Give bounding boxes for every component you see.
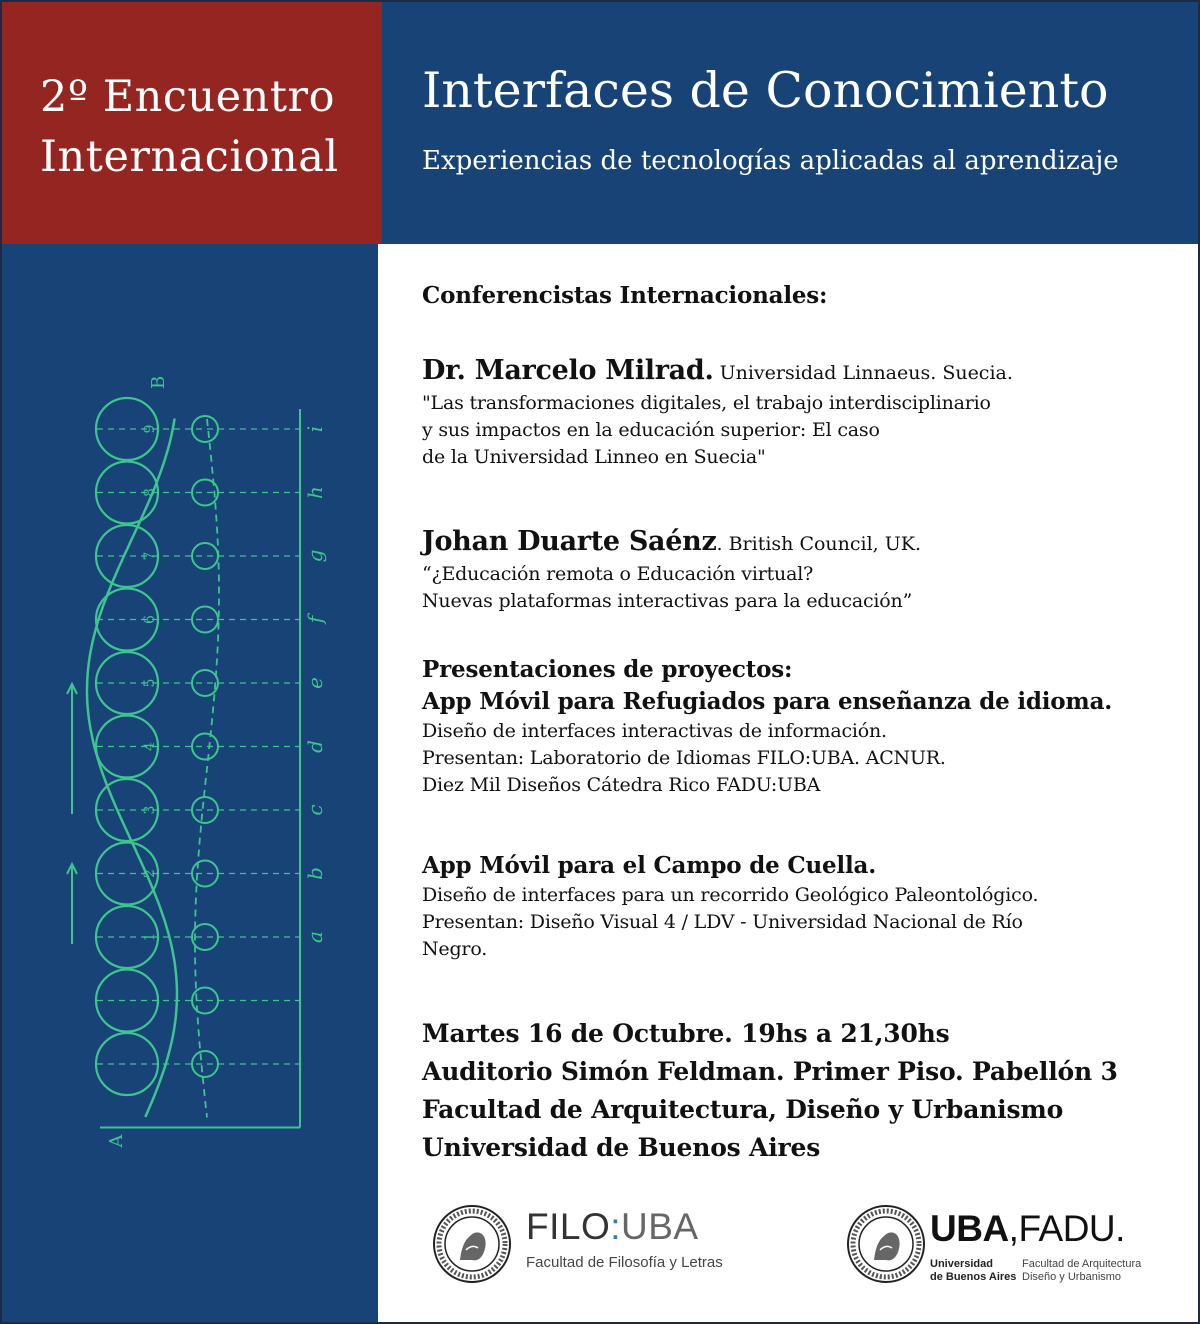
wave-diagram-illustration: [2, 244, 378, 1324]
diagram-row-letter: g: [303, 549, 327, 563]
diagram-row-letter: a: [303, 931, 327, 943]
uba-seal-icon: [846, 1204, 926, 1284]
project-2-line-2: Presentan: Diseño Visual 4 / LDV - Universidad Nacional de Río: [422, 911, 1023, 933]
diagram-small-circle: [192, 734, 218, 760]
diagram-circle-number: 8: [142, 488, 158, 497]
event-faculty: Facultad de Arquitectura, Diseño y Urbanismo: [422, 1095, 1064, 1124]
speakers-heading: Conferencistas Internacionales:: [422, 282, 828, 309]
project-2-title: App Móvil para el Campo de Cuella.: [422, 852, 876, 879]
event-edition-block: [2, 2, 382, 244]
diagram-small-circle: [192, 543, 218, 569]
speaker-1-talk-line-3: de la Universidad Linneo en Suecia": [422, 446, 766, 468]
diagram-row-letter: c: [303, 804, 327, 816]
filo-wordmark-uba: UBA: [621, 1206, 699, 1247]
diagram-large-circle: [96, 1033, 158, 1095]
diagram-point-label-a: A: [106, 1134, 127, 1148]
fadu-sub-university-1: Universidad: [930, 1258, 993, 1270]
filo-wordmark-part: FILO: [526, 1206, 611, 1247]
diagram-small-circle: [192, 1051, 218, 1077]
diagram-circle-number: 6: [142, 615, 158, 624]
project-2-line-1: Diseño de interfaces para un recorrido Geológico Paleontológico.: [422, 884, 1039, 906]
fadu-wordmark-fadu: ,FADU.: [1008, 1208, 1125, 1249]
event-university: Universidad de Buenos Aires: [422, 1133, 821, 1162]
uba-fadu-sub-faculty: [1022, 1258, 1141, 1284]
diagram-small-circle: [192, 607, 218, 633]
project-2: [422, 850, 1038, 963]
event-subtitle: Experiencias de tecnologías aplicadas al aprendizaje: [422, 146, 1119, 176]
diagram-circle-number: 4: [142, 742, 158, 751]
diagram-small-circle: [192, 861, 218, 887]
speaker-1-affiliation: Universidad Linnaeus. Suecia.: [713, 362, 1013, 384]
filo-uba-subtitle: Facultad de Filosofía y Letras: [526, 1254, 723, 1271]
uba-fadu-sub-university: [930, 1258, 1016, 1284]
speaker-1-name: Dr. Marcelo Milrad.: [422, 355, 714, 386]
diagram-small-circle: [192, 797, 218, 823]
project-1-line-3: Diez Mil Diseños Cátedra Rico FADU:UBA: [422, 774, 821, 796]
diagram-row-letter: e: [303, 677, 327, 689]
uba-seal-icon: [432, 1204, 512, 1284]
projects-heading: Presentaciones de proyectos:: [422, 656, 793, 683]
event-date-time: Martes 16 de Octubre. 19hs a 21,30hs: [422, 1019, 950, 1048]
project-2-line-3: Negro.: [422, 938, 488, 960]
diagram-row-letter: d: [303, 740, 327, 753]
title-block: [382, 2, 1198, 244]
fadu-wordmark-uba: UBA: [930, 1208, 1009, 1249]
diagram-small-circle: [192, 670, 218, 696]
diagram-row-letter: f: [303, 615, 327, 624]
diagram-circle-number: 3: [142, 805, 158, 815]
event-edition-line-1: 2º Encuentro: [40, 72, 335, 122]
diagram-circle-number: 7: [142, 551, 158, 561]
speaker-2-name: Johan Duarte Saénz: [422, 526, 717, 557]
illustration-panel: [2, 244, 378, 1322]
fadu-sub-university-2: de Buenos Aires: [930, 1271, 1017, 1283]
diagram-large-circle: [96, 970, 158, 1032]
fadu-sub-faculty-2: Diseño y Urbanismo: [1022, 1271, 1122, 1283]
uba-fadu-wordmark: [930, 1210, 1125, 1247]
diagram-small-circle: [192, 988, 218, 1014]
speaker-1-talk-line-2: y sus impactos en la educación superior: El caso: [422, 419, 880, 441]
diagram-circle-number: 2: [142, 869, 158, 878]
projects-section: [422, 654, 1112, 799]
diagram-point-label-b: B: [148, 375, 169, 389]
event-edition-line-2: Internacional: [40, 132, 339, 182]
diagram-row-letter: h: [303, 486, 327, 499]
filo-wordmark-colon: :: [610, 1206, 622, 1247]
diagram-circle-number: 1: [142, 932, 158, 942]
speaker-2-talk-line-2: Nuevas plataformas interactivas para la educación”: [422, 590, 913, 612]
project-1-title: App Móvil para Refugiados para enseñanza de idioma.: [422, 688, 1113, 715]
diagram-circle-number: 9: [142, 424, 158, 434]
logos-row: [432, 1200, 1172, 1290]
diagram-circle-number: 5: [142, 678, 158, 688]
diagram-small-circle: [192, 416, 218, 442]
speaker-1: [422, 355, 1013, 471]
event-title: Interfaces de Conocimiento: [422, 62, 1109, 119]
diagram-row-letter: b: [303, 867, 327, 880]
project-1-line-1: Diseño de interfaces interactivas de información.: [422, 720, 887, 742]
speaker-2: [422, 526, 921, 615]
project-1-line-2: Presentan: Laboratorio de Idiomas FILO:UBA. ACNUR.: [422, 747, 946, 769]
speaker-1-talk-line-1: "Las transformaciones digitales, el trabajo interdisciplinario: [422, 392, 991, 414]
event-details: [422, 1015, 1118, 1167]
speaker-2-talk-line-1: “¿Educación remota o Educación virtual?: [422, 563, 814, 585]
event-venue: Auditorio Simón Feldman. Primer Piso. Pabellón 3: [422, 1057, 1118, 1086]
speaker-2-affiliation: . British Council, UK.: [716, 533, 922, 555]
fadu-sub-faculty-1: Facultad de Arquitectura: [1022, 1258, 1142, 1270]
diagram-row-letter: i: [303, 425, 327, 433]
filo-uba-wordmark: [526, 1208, 699, 1245]
